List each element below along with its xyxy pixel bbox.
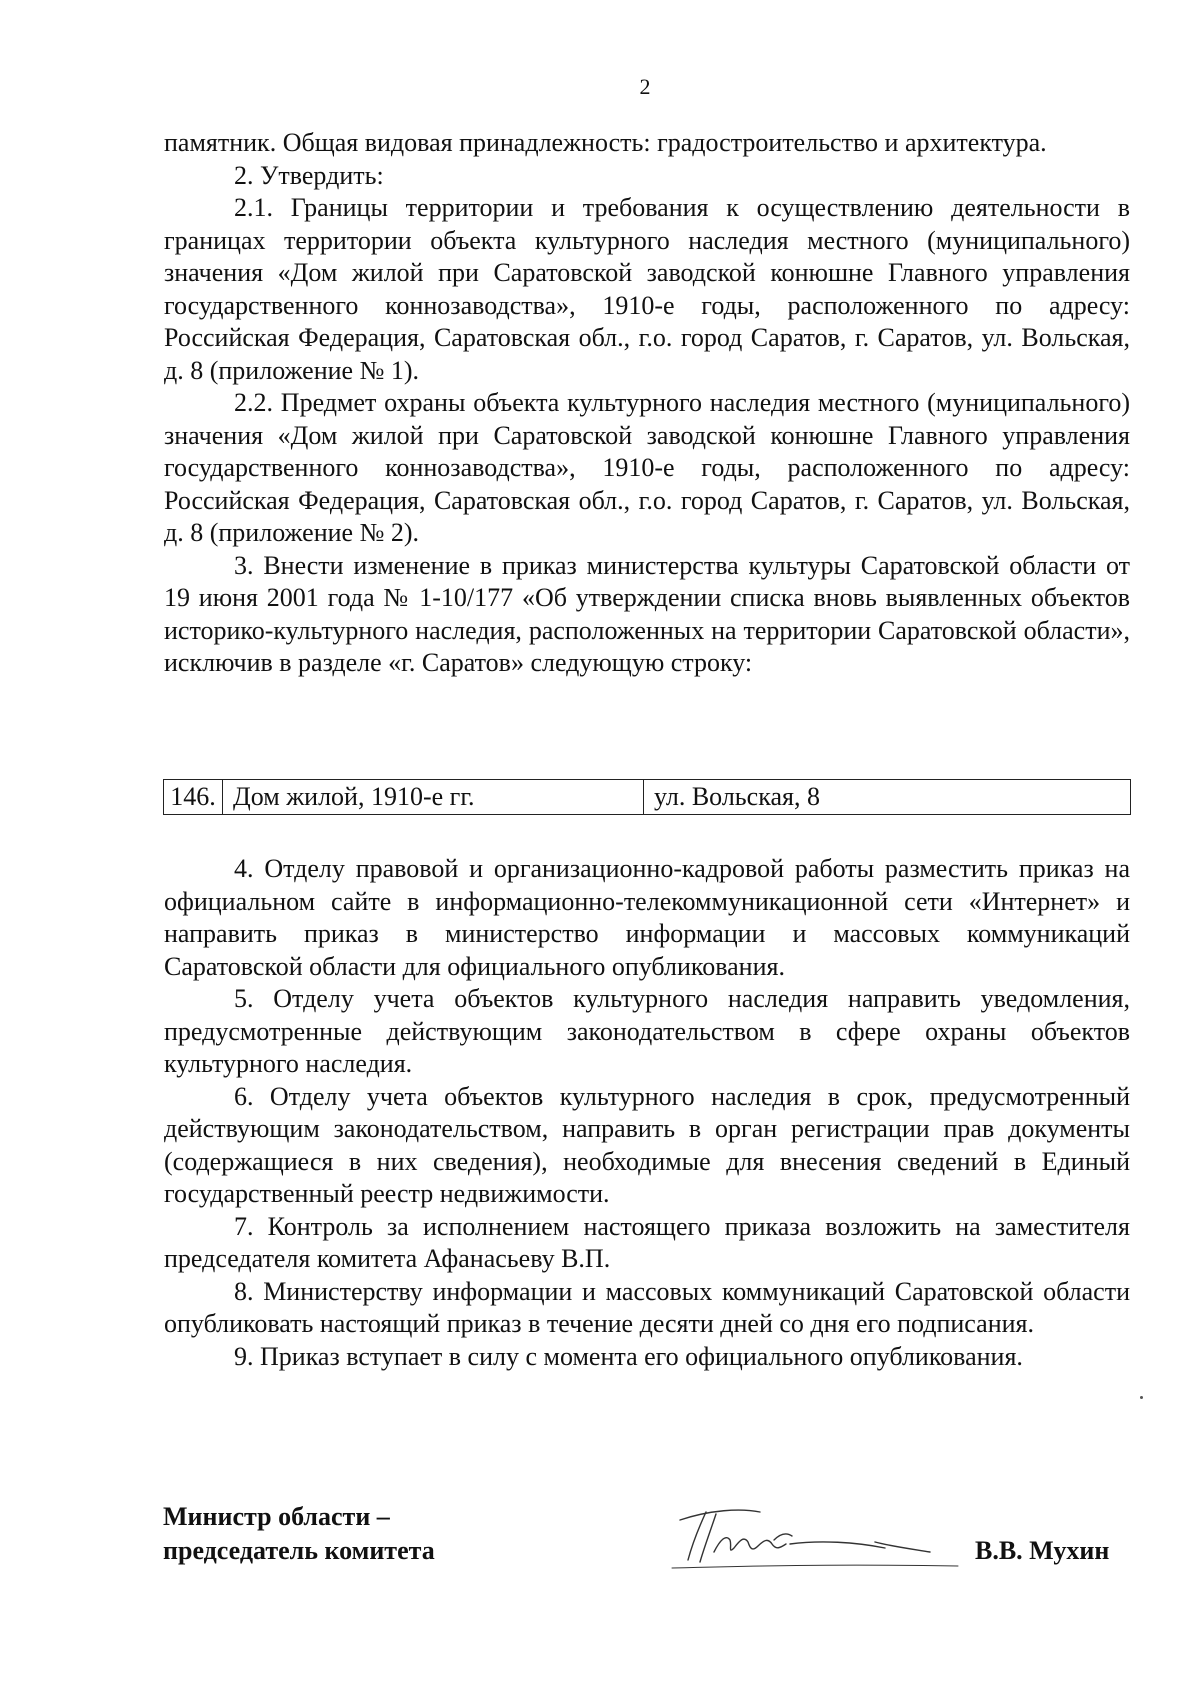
excluded-row-table [163, 779, 1131, 815]
paragraph-5: 5. Отделу учета объектов культурного наследия направить уведомления, предусмотренные действующим законодательством в сфере охраны объектов культурного наследия. [164, 984, 1130, 1078]
paragraph-2-1: 2.1. Границы территории и требования к осуществлению деятельности в границах территории объекта культурного наследия местного (муниципального) значения «Дом жилой при Саратовской заводской конюшне Главного управления государственного коннозаводства», 1910-е годы, расположенного по адресу: Российская Федерация, Саратовская обл., г.о. город Саратов, г. Саратов, ул. Вольская, д. 8 (приложение № 1). [164, 193, 1130, 385]
position-line-2: председатель комитета [163, 1536, 435, 1565]
paragraph-8: 8. Министерству информации и массовых коммуникаций Саратовской области опубликовать настоящий приказ в течение десяти дней со дня его подписания. [164, 1276, 1130, 1338]
paragraph-9: 9. Приказ вступает в силу с момента его официального опубликования. [234, 1341, 1023, 1371]
signatory-position [163, 1500, 435, 1568]
document-body-bottom [164, 853, 1130, 1373]
paragraph-4: 4. Отделу правовой и организационно-кадровой работы разместить приказ на официальном сайте в информационно-телекоммуникационной сети «Интернет» и направить приказ в министерство информации и массовых коммуникаций Саратовской области для официального опубликования. [164, 854, 1130, 981]
table-row [164, 780, 1131, 815]
row-number: 146. [164, 780, 223, 815]
paragraph-6: 6. Отделу учета объектов культурного наследия в срок, предусмотренный действующим законодательством, направить в орган регистрации прав документы (содержащиеся в них сведения), необходимые для внесения сведений в Единый государственный реестр недвижимости. [164, 1081, 1130, 1208]
document-body-top [164, 127, 1130, 680]
paragraph-continuation: памятник. Общая видовая принадлежность: градостроительство и архитектура. [164, 128, 1047, 157]
paragraph-2: 2. Утвердить: [234, 160, 384, 190]
object-name: Дом жилой, 1910-е гг. [223, 780, 644, 815]
object-address: ул. Вольская, 8 [644, 780, 1131, 815]
signatory-name: В.В. Мухин [975, 1536, 1110, 1565]
scan-dot [1140, 1396, 1143, 1399]
paragraph-2-2: 2.2. Предмет охраны объекта культурного наследия местного (муниципального) значения «Дом жилой при Саратовской заводской конюшне Главного управления государственного коннозаводства», 1910-е годы, расположенного по адресу: Российская Федерация, Саратовская обл., г.о. город Саратов, г. Саратов, ул. Вольская, д. 8 (приложение № 2). [164, 388, 1130, 547]
paragraph-3: 3. Внести изменение в приказ министерства культуры Саратовской области от 19 июня 2001 года № 1-10/177 «Об утверждении списка вновь выявленных объектов историко-культурного наследия, расположенных на территории Саратовской области», исключив в разделе «г. Саратов» следующую строку: [164, 550, 1130, 677]
page-number: 2 [639, 74, 651, 99]
handwritten-signature [670, 1490, 960, 1580]
paragraph-7: 7. Контроль за исполнением настоящего приказа возложить на заместителя председателя комитета Афанасьеву В.П. [164, 1211, 1130, 1273]
position-line-1: Министр области – [163, 1502, 390, 1531]
